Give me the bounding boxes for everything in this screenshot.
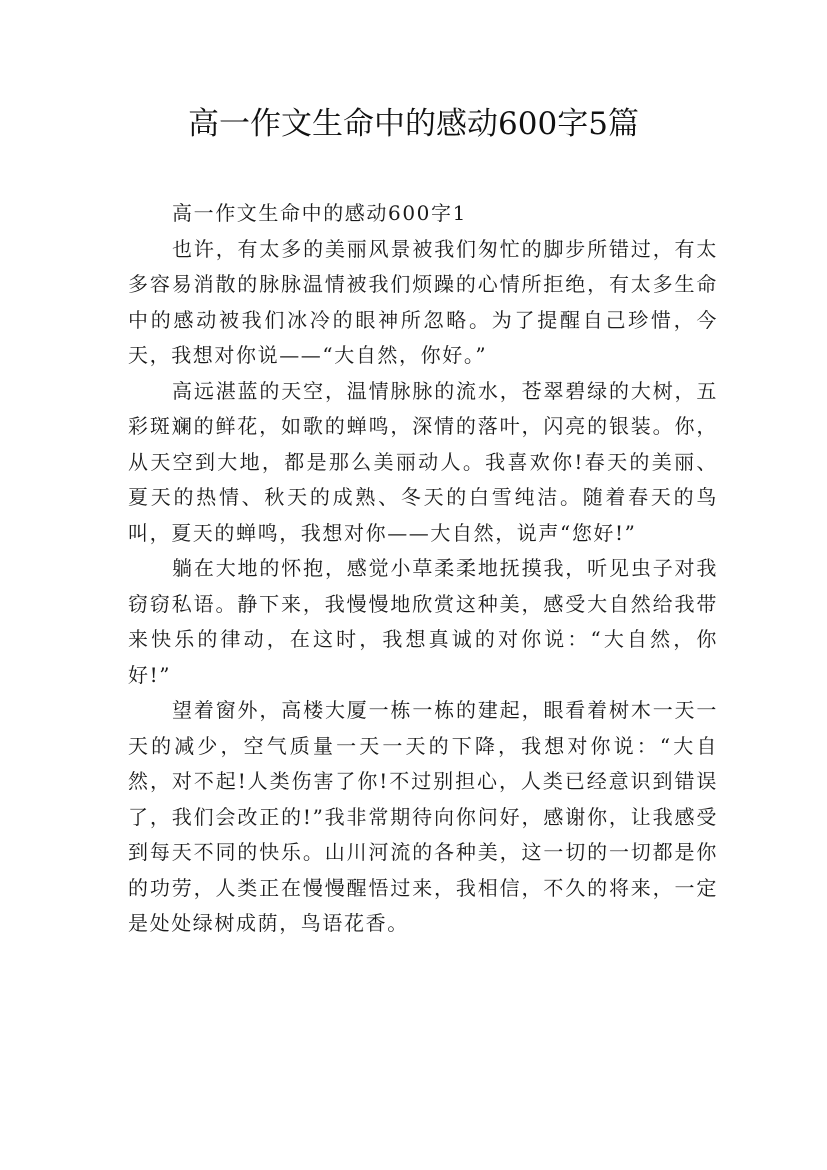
section-heading: 高一作文生命中的感动600字1 bbox=[172, 201, 467, 225]
document-body bbox=[128, 196, 718, 942]
paragraph-2: 高远湛蓝的天空，温情脉脉的流水，苍翠碧绿的大树，五彩斑斓的鲜花，如歌的蝉鸣，深情的落叶，闪亮的银装。你，从天空到大地，都是那么美丽动人。我喜欢你!春天的美丽、夏天的热情、秋天的成熟、冬天的白雪纯洁。随着春天的鸟叫，夏天的蝉鸣，我想对你——大自然，说声“您好!” bbox=[128, 378, 718, 545]
document-title: 高一作文生命中的感动600字5篇 bbox=[188, 106, 639, 142]
paragraph-3: 躺在大地的怀抱，感觉小草柔柔地抚摸我，听见虫子对我窃窃私语。静下来，我慢慢地欣赏这种美，感受大自然给我带来快乐的律动，在这时，我想真诚的对你说：“大自然，你好!” bbox=[128, 556, 718, 687]
paragraph-4: 望着窗外，高楼大厦一栋一栋的建起，眼看着树木一天一天的减少，空气质量一天一天的下降，我想对你说：“大自然，对不起!人类伤害了你!不过别担心，人类已经意识到错误了，我们会改正的!”我非常期待向你问好，感谢你，让我感受到每天不同的快乐。山川河流的各种美，这一切的一切都是你的功劳，人类正在慢慢醒悟过来，我相信，不久的将来，一定是处处绿树成荫，鸟语花香。 bbox=[128, 698, 718, 935]
paragraph-1: 也许，有太多的美丽风景被我们匆忙的脚步所错过，有太多容易消散的脉脉温情被我们烦躁的心情所拒绝，有太多生命中的感动被我们冰冷的眼神所忽略。为了提醒自己珍惜，今天，我想对你说——“大自然，你好。” bbox=[128, 236, 718, 367]
